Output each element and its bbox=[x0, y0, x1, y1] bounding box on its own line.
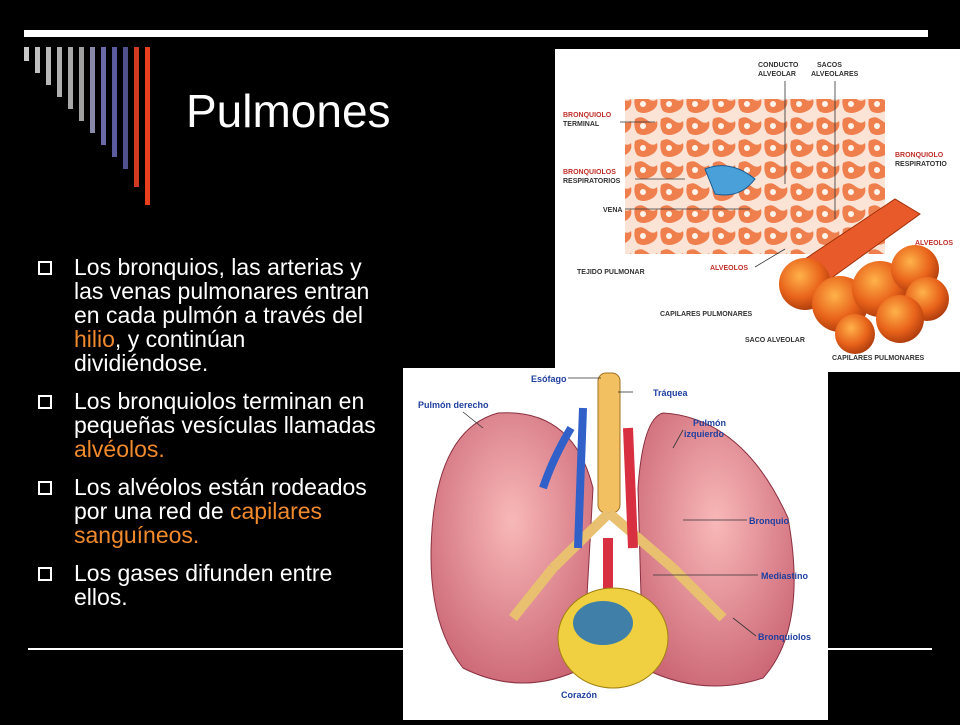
label-pulmon-izquierdo-1: Pulmón bbox=[693, 418, 726, 428]
highlight-capilares: capilares sanguíneos. bbox=[74, 498, 323, 548]
bullet-text: , y continúan dividiéndose. bbox=[74, 326, 246, 376]
label-bronquiolos: BRONQUIOLOS bbox=[563, 169, 616, 176]
label-alveolar: ALVEOLAR bbox=[758, 71, 796, 78]
square-bullet-icon bbox=[38, 395, 52, 409]
slide-title: Pulmones bbox=[186, 85, 391, 137]
label-saco-alveolar: SACO ALVEOLAR bbox=[745, 337, 805, 344]
label-vena: VENA bbox=[603, 207, 623, 214]
label-alveolos-right: ALVEOLOS bbox=[915, 240, 953, 247]
label-bronquiolos: Bronquiolos bbox=[758, 632, 811, 642]
square-bullet-icon bbox=[38, 481, 52, 495]
label-bronquiolo: BRONQUIOLO bbox=[563, 112, 612, 119]
label-alveolares: ALVEOLARES bbox=[811, 71, 859, 78]
label-pulmon-izquierdo-2: izquierdo bbox=[684, 429, 724, 439]
top-rule bbox=[24, 30, 928, 37]
label-pulmon-derecho: Pulmón derecho bbox=[418, 400, 489, 410]
bullet-list bbox=[34, 255, 384, 623]
heart-chamber bbox=[573, 601, 633, 645]
label-capilares-pulmonares: CAPILARES PULMONARES bbox=[660, 311, 753, 318]
label-esofago: Esófago bbox=[531, 374, 567, 384]
label-terminal: TERMINAL bbox=[563, 121, 600, 128]
label-alveolos-left: ALVEOLOS bbox=[710, 265, 748, 272]
label-respiratorios: RESPIRATORIOS bbox=[563, 178, 621, 185]
label-corazon: Corazón bbox=[561, 690, 597, 700]
bullet-text: Los bronquiolos terminan en pequeñas vesículas llamadas bbox=[74, 388, 376, 438]
bullet-item bbox=[34, 255, 384, 375]
trachea-shape bbox=[598, 373, 620, 513]
highlight-hilio: hilio bbox=[74, 326, 115, 352]
label-bronquio: Bronquio bbox=[749, 516, 789, 526]
square-bullet-icon bbox=[38, 261, 52, 275]
label-tejido-pulmonar: TEJIDO PULMONAR bbox=[577, 269, 645, 276]
bullet-text: Los alvéolos están rodeados por una red de bbox=[74, 474, 367, 524]
square-bullet-icon bbox=[38, 567, 52, 581]
bullet-item bbox=[34, 561, 384, 609]
bullet-item bbox=[34, 475, 384, 547]
label-respiratotio: RESPIRATOTIO bbox=[895, 161, 947, 168]
tissue-block bbox=[625, 99, 885, 254]
label-capilares-pulmonares-2: CAPILARES PULMONARES bbox=[832, 355, 925, 362]
label-traquea: Tráquea bbox=[653, 388, 688, 398]
respiratory-system-illustration bbox=[403, 368, 828, 720]
bullet-text: Los gases difunden entre ellos. bbox=[74, 560, 333, 610]
label-conducto: CONDUCTO bbox=[758, 62, 799, 69]
lung-tissue-illustration bbox=[555, 49, 960, 372]
bullet-text: Los bronquios, las arterias y las venas pulmonares entran en cada pulmón a través del bbox=[74, 254, 370, 328]
decorative-stripes bbox=[24, 47, 164, 217]
highlight-alveolos: alvéolos. bbox=[74, 436, 165, 462]
bullet-item bbox=[34, 389, 384, 461]
label-sacos: SACOS bbox=[817, 62, 842, 69]
label-bronquiolo-resp: BRONQUIOLO bbox=[895, 152, 944, 159]
label-mediastino: Mediastino bbox=[761, 571, 809, 581]
